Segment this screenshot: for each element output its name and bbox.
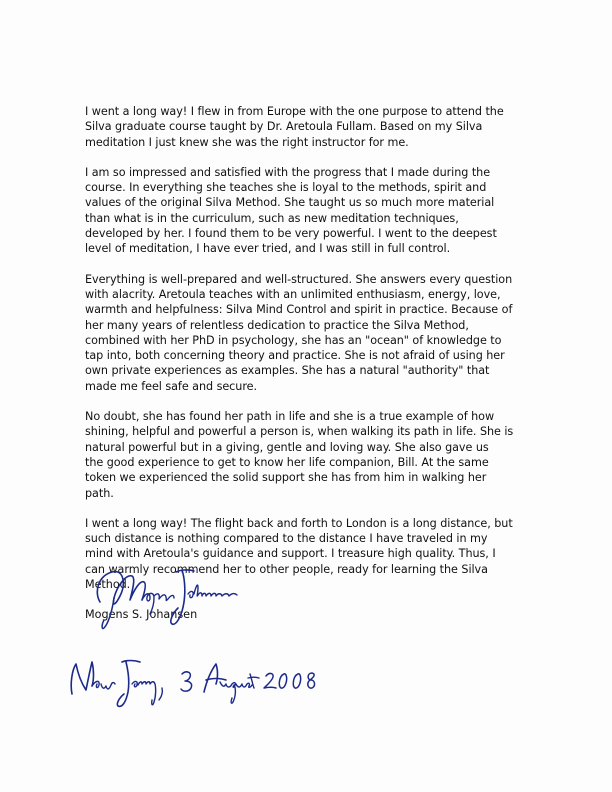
text-line: the good experience to get to know her life companion, Bill. At the same: [85, 455, 489, 469]
text-line: level of meditation, I have ever tried, and I was still in full control.: [85, 242, 451, 256]
text-line: meditation I just knew she was the right instructor for me.: [85, 135, 409, 149]
text-line: developed by her. I found them to be very powerful. I went to the deepest: [85, 227, 497, 241]
text-line: tap into, both concerning theory and practice. She is not afraid of using her: [85, 349, 505, 363]
text-line: I am so impressed and satisfied with the progress that I made during the: [85, 165, 491, 179]
text-line: natural powerful but in a giving, gentle and loving way. She also gave us: [85, 440, 489, 454]
text-line: combined with her PhD in psychology, she has an "ocean" of knowledge to: [85, 333, 502, 347]
text-line: mind with Aretoula's guidance and support. I treasure high quality. Thus, I: [85, 547, 496, 561]
text-line: own private experiences as examples. She has a natural "authority" that: [85, 364, 490, 378]
text-line: token we experienced the solid support she has from him in walking her: [85, 471, 487, 485]
handwritten-place-date: [64, 650, 324, 710]
letter-body: [85, 104, 530, 622]
text-line: No doubt, she has found her path in life and she is a true example of how: [85, 410, 495, 424]
text-line: path.: [85, 486, 114, 500]
text-line: can warmly recommend her to other people, ready for learning the Silva: [85, 562, 488, 576]
text-line: I went a long way! I flew in from Europe with the one purpose to attend the: [85, 105, 504, 118]
paragraph-2: [85, 165, 530, 257]
text-line: I went a long way! The flight back and forth to London is a long distance, but: [85, 516, 513, 530]
text-line: shining, helpful and powerful a person is, when walking its path in life. She is: [85, 425, 514, 439]
text-line: made me feel safe and secure.: [85, 379, 257, 393]
handwritten-signature: [92, 562, 242, 632]
text-line: than what is in the curriculum, such as new meditation techniques,: [85, 211, 459, 225]
text-line: Silva graduate course taught by Dr. Aretoula Fullam. Based on my Silva: [85, 120, 483, 134]
text-line: Method.: [85, 578, 131, 592]
text-line: with alacrity. Aretoula teaches with an unlimited enthusiasm, energy, love,: [85, 287, 501, 301]
paragraph-4: [85, 409, 530, 501]
paragraph-1: [85, 104, 530, 150]
text-line: course. In everything she teaches she is loyal to the methods, spirit and: [85, 181, 487, 195]
paragraph-3: [85, 272, 530, 394]
text-line: warmth and helpfulness: Silva Mind Control and spirit in practice. Because of: [85, 303, 513, 317]
text-line: her many years of relentless dedication to practice the Silva Method,: [85, 318, 469, 332]
author-name: Mogens S. Johansen: [85, 608, 198, 622]
text-line: such distance is nothing compared to the distance I have traveled in my: [85, 532, 488, 546]
text-line: Everything is well-prepared and well-structured. She answers every question: [85, 272, 513, 286]
text-line: values of the original Silva Method. She taught us so much more material: [85, 196, 495, 210]
